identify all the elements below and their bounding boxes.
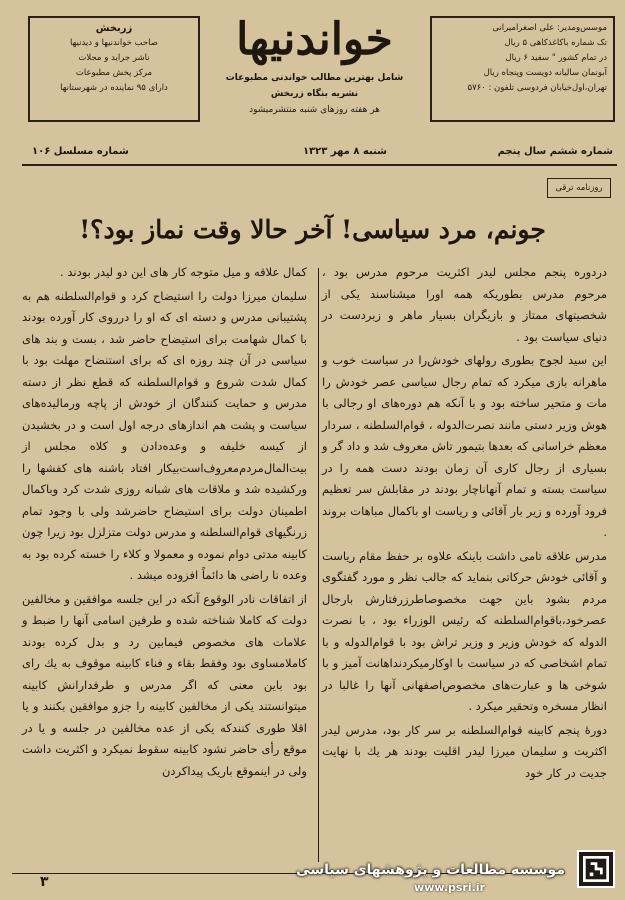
column-divider — [318, 268, 319, 862]
publisher-info-box — [430, 16, 615, 122]
paragraph: دردوره پنجم مجلس لیدر اکثریت مرحوم مدرس بود ، مرحوم مدرس بطوریکه همه اورا میشناسند یکی از شخصیتهای ممتاز و بازیگران بسیار ماهر و زبردست در دنیای سیاست بود . — [322, 265, 607, 344]
issue-date: شنبه ۸ مهر ۱۳۲۳ — [302, 146, 387, 157]
publisher-line: نشریه بنگاه زربخش — [270, 89, 359, 99]
watermark-url: www.psri.ir — [414, 881, 485, 894]
paragraph: سلیمان میرزا دولت را استیضاح کرد و قوام‌السلطنه هم به پشتیبانی مدرس و دسته ای که او را درروی کار آورده بودند با کمال شهامت برای استیضاح حاضر شد ، بست و بند های سیاسی در آن چند روزه ای که برای استنضاح مهلت بود با کمال شدت شروع و قوام‌السلطنه که قطع نظر از دسته مدرس و حمایت کنندگان از خودش از پاچه ورمالیده‌های سیاست و پشت هم اندازهای درجه اول است و در بخشیدن از کیسه خلیفه و وعده‌دادن و کلاه مجلس از بیت‌المال‌مردم‌معروف‌است‌بیکار افتاد باشنه های کفشها را ورکشیده شد و ملاقات های شبانه روزی شدت کرد وباکمال اطمینان دولت برای استیضاح حاضرشد ولی با وجود تمام زرنگیهای قوام‌السلطنه و مدرس دولت متزلزل بود زیرا چون کابینه مدتی دوام نموده و معمولا و کلاء را خسته کرده بود به وعده نا راضی ها دائماً افزوده میشد . — [22, 288, 307, 582]
zarbakhsh-info-box — [28, 16, 200, 122]
article-body — [22, 262, 613, 862]
paragraph: دورهٔ پنجم کابینه قوام‌السلطنه بر سر کار بود، مدرس لیدر اکثریت و سلیمان میرزا لیدر اقلیت بودند هر یك با نهایت جدیت در کار خود — [322, 722, 607, 780]
paragraph: کمال علاقه و میل متوجه کار های این دو لیدر بودند . — [60, 265, 307, 279]
zarbakhsh-line-3: مرکز پخش مطبوعات — [75, 68, 153, 78]
article-headline: جونم، مرد سیاسی! آخر حالا وقت نماز بود؟! — [79, 215, 546, 244]
subscription-line: آبونمان سالیانه دویست وپنجاه ریال — [483, 68, 607, 78]
masthead — [8, 10, 617, 145]
issue-bar — [22, 142, 617, 166]
article-column-left — [22, 262, 307, 862]
tagline: شامل بهترین مطالب خواندنی مطبوعات — [225, 73, 404, 83]
archive-watermark — [0, 852, 625, 900]
address-line: تهران،اول‌خیابان فردوسی تلفون : ۵۷۶۰ — [467, 83, 607, 93]
price-line-1: تک شماره باکاغذکاهی ۵ ریال — [504, 38, 607, 48]
source-tag: روزنامه ترقی — [547, 178, 611, 198]
issue-number: شماره ششم سال پنجم — [497, 146, 613, 157]
serial-number: شماره مسلسل ۱۰۶ — [32, 146, 129, 157]
newspaper-title: خواندنیها — [236, 14, 393, 65]
founder-line: موسس‌ومدیر: علی اصغرامیرانی — [492, 23, 607, 33]
article-column-right — [322, 262, 607, 862]
watermark-institute: موسسه مطالعات و پژوهشهای سیاسی — [296, 862, 565, 878]
paragraph: از اتفاقات نادر الوقوع آنکه در این جلسه موافقین و مخالفین دولت که کاملا شناخته شده و طرفین اسامی آنها را ضبط و علامات های مخصوص فیمابین رد و بدل کرده بودند کاملامساوی بود وفقط بقاء و فناء کابینه موقوف به یك رای بود باین معنی که اگر مدرس و طرفدارانش کابینه میتوانستند یکی از مخالفین کابینه را جزو موافقین بکنند و یا اقلا طوری کنندکه یکی از عده مخالفین در جلسه و یا در موقع رأی حاضر نشود کابینه سقوط نمیکرد و اکثریت داشت ولی در اینموقع باریک پیداکردن — [22, 591, 307, 778]
price-line-2: در تمام کشور " سفید ۶ ریال — [505, 53, 607, 63]
frequency-line: هر هفته روزهای شنبه منتشرمیشود — [249, 105, 380, 115]
page-number: ۳ — [40, 874, 49, 890]
zarbakhsh-line-1: صاحب خواندنیها و دیدنیها — [70, 38, 158, 48]
zarbakhsh-heading: زربخش — [95, 23, 133, 34]
masthead-center — [208, 10, 421, 118]
paragraph: مدرس علاقه تامی داشت باینکه علاوه بر حفظ مقام ریاست و آقائی خودش حرکاتی بنماید که جالب نظر و مورد گفتگوی مردم بشود باین جهت مخصوصاطرزرفتارش بارجال عصرخود،باقوام‌السلطنه که رئیس الوزراء بود ، با نصرت الدوله که خودش وزیر و وزیر تراش بود با قوام‌الدوله و با تمام اشخاصی که در سیاست با اوکارمیکردندا‌هانت آمیز و با شوخی ها و عبارت‌های مخصوص‌اصفهانی آنها را غالبا در انظار مسخره وتحقیر میکرد . — [322, 548, 607, 713]
institute-logo-icon — [577, 850, 615, 888]
zarbakhsh-line-2: ناشر جراید و مجلات — [78, 53, 150, 63]
zarbakhsh-line-4: دارای ۹۵ نماینده در شهرستانها — [60, 83, 168, 93]
paragraph: این سید لجوج بطوری رولهای خودش‌را در سیاست خوب و ماهرانه بازی میکرد که تمام رجال سیاسی عصر خودش را مات و متحیر ساخته بود و با آنکه هم دوره‌های او رجالی با هوش وزیر دستی مانند نصرت‌الدوله ، قوام‌السلطنه ، سردار معظم خراسانی که بعدها بتیمور تاش معروف شد و داد گر و بسیاری از رجال کاری آن زمان بودند دست همه را در سیاست بسته و تمام آنهاناچار بودند در مقابلش سر تعظیم فرود آورده و زیر بار آقائی و ریاست او باکمال مباهات بروند . — [322, 353, 607, 539]
